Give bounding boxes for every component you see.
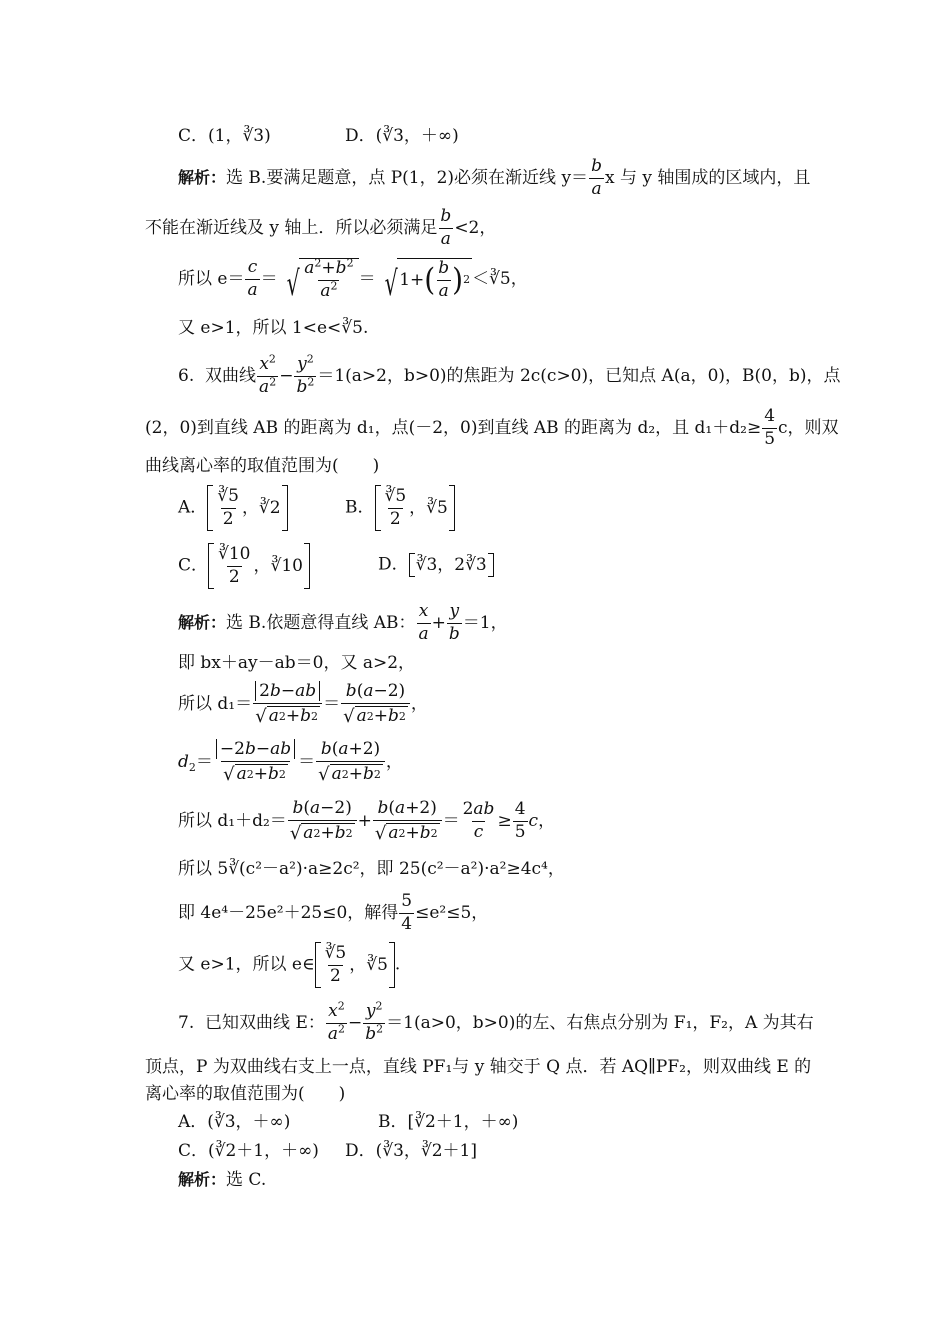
q7-option-d: D．(∛3，∛2＋1]: [345, 1141, 478, 1161]
q6-solution-line8: 又 e>1，所以 e∈ $\frac{∛5}{2}$ ，∛5 .: [178, 942, 400, 988]
q5-option-d: D．(∛3，＋∞): [345, 126, 459, 146]
solution-heading: 解析：: [178, 167, 227, 187]
q6-solution-line5: 所以 d₁＋d₂＝ b(a−2) √ a 2 + b 2 + b(a+2) √ a 2 + b 2 ＝ $\frac{2ab}{c}$ ≥ $\frac{4}{5}$ c，: [178, 798, 556, 844]
q6-option-a: A． $\frac{∛5}{2}$ ，∛2: [178, 485, 288, 531]
q7-line3: 离心率的取值范围为( ): [145, 1084, 346, 1104]
q6-line1: 6. 双曲线 $\frac{x^2}{a^2}$ − $\frac{y^2}{b^2}$ ＝1(a>2，b>0)的焦距为 2c(c>0)，已知点 A(a，0)，B(0，b)，点: [178, 352, 841, 397]
q5-option-c: C．(1，∛3): [178, 126, 271, 146]
q6-solution-line6: 所以 5∛(c²－a²)·a≥2c²，即 25(c²－a²)·a²≥4c⁴，: [178, 859, 565, 879]
q6-solution-line4: $d_2=$ −2b−ab √ a 2 + b 2 ＝ b(a+2) √ a 2 + b 2 ，: [178, 739, 403, 785]
q6-option-b: B． $\frac{∛5}{2}$ ，∛5: [345, 485, 455, 531]
q7-solution: 解析：选 C.: [178, 1170, 267, 1190]
q7-option-c: C．(∛2＋1，＋∞): [178, 1141, 319, 1161]
q7-line1: 7. 已知双曲线 E： $\frac{x^2}{a^2}$ − $\frac{y^2}{b^2}$ ＝1(a>0，b>0)的左、右焦点分别为 F₁，F₂，A 为其右: [178, 999, 814, 1044]
radical: √ $\frac{a^2+b^2}{a^2}$: [278, 258, 359, 301]
q7-option-b: B．[∛2＋1，＋∞): [378, 1112, 519, 1132]
q5-solution-line3: 所以 e＝ $\frac{c}{a}$ ＝ √ $\frac{a^2+b^2}{a^2}$ ＝ √ 1+ ( $\frac{b}{a}$ ) 2 ＜∛5，: [178, 256, 528, 304]
q7-line2: 顶点，P 为双曲线右支上一点，直线 PF₁与 y 轴交于 Q 点．若 AQ∥PF₂，则双曲线 E 的: [145, 1057, 812, 1077]
q6-solution-line7: 即 4e⁴－25e²＋25≤0，解得 $\frac{5}{4}$ ≤e²≤5，: [178, 891, 489, 934]
q5-solution-line1: 解析：选 B.要满足题意，点 P(1，2)必须在渐近线 y＝ $\frac{b}{a}$ x 与 y 轴围成的区域内，且: [178, 156, 811, 199]
q6-line2: (2，0)到直线 AB 的距离为 d₁，点(－2，0)到直线 AB 的距离为 d₂，且 d₁＋d₂≥ $\frac{4}{5}$ c，则双: [145, 406, 839, 449]
q5-solution-line4: 又 e>1，所以 1<e<∛5.: [178, 318, 369, 338]
q6-solution-line3: 所以 d₁＝ 2b−ab √ a 2 + b 2 ＝ b(a−2) √ a 2 + b 2 ，: [178, 681, 428, 727]
q6-line3: 曲线离心率的取值范围为( ): [145, 456, 380, 476]
q6-solution-line2: 即 bx＋ay－ab＝0，又 a>2，: [178, 653, 416, 673]
q6-solution-line1: 解析：选 B.依题意得直线 AB： $\frac{x}{a}$ + $\frac{y}{b}$ ＝1，: [178, 601, 508, 644]
q5-solution-line2: 不能在渐近线及 y 轴上．所以必须满足 $\frac{b}{a}$ <2，: [145, 206, 497, 249]
q6-option-c: C． $\frac{∛10}{2}$ ，∛10: [178, 543, 310, 589]
q6-option-d: D． ∛3，2∛3: [378, 553, 494, 577]
q7-option-a: A．(∛3，＋∞): [178, 1112, 291, 1132]
fraction-b-over-a: $\frac{b}{a}$: [591, 156, 602, 199]
